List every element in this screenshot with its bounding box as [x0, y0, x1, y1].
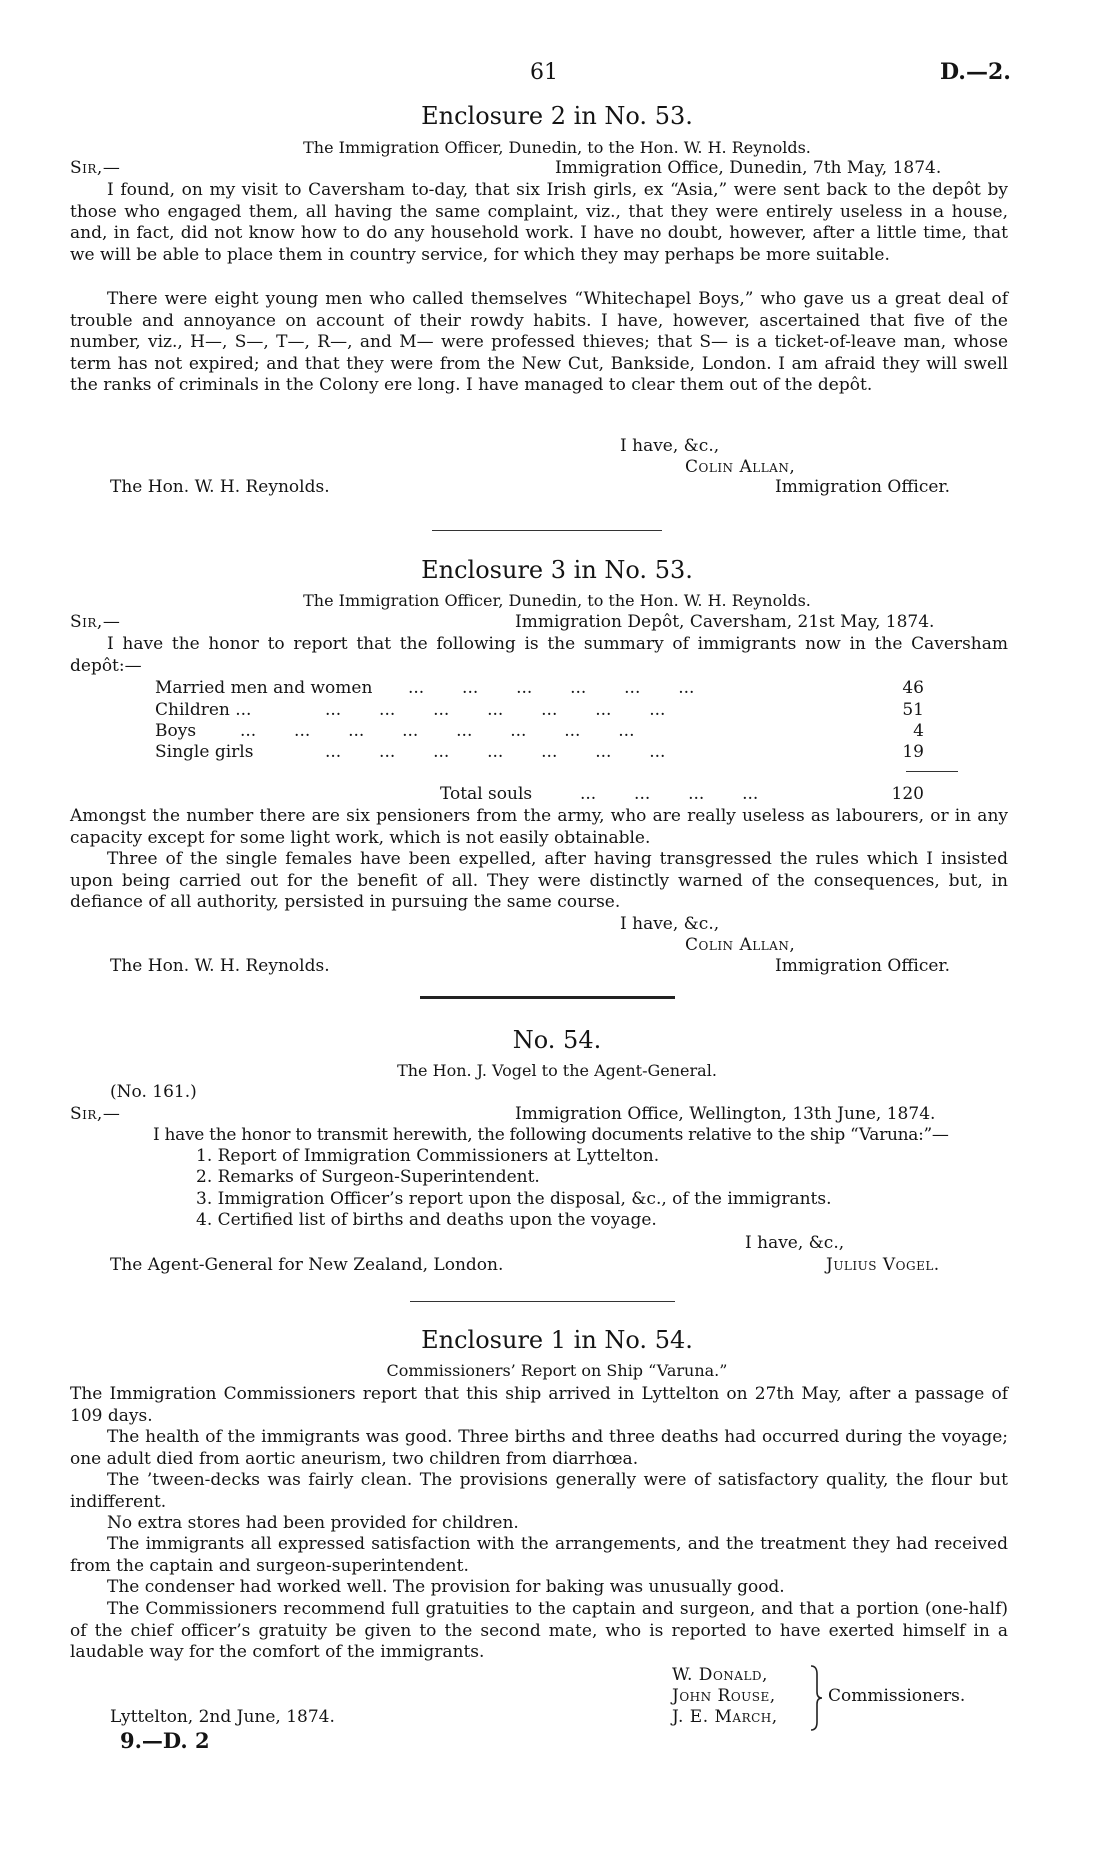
- enclosure-1-paragraph-1: The Immigration Commissioners report that this ship arrived in Lyttelton on 27th May, after a passage of 109 days.: [70, 1384, 1008, 1426]
- letter-no-54-addressee: The Hon. J. Vogel to the Agent-General.: [397, 1061, 717, 1080]
- table-row-value: 51: [902, 700, 924, 720]
- brace-icon: [808, 1664, 824, 1732]
- enclosure-1-title: Enclosure 1 in No. 54.: [421, 1326, 693, 1354]
- dot-leader: ... ... ... ... ... ... ...: [325, 700, 666, 720]
- enclosure-3-intro: I have the honor to report that the following is the summary of immigrants now in the Caversham depôt:—: [70, 634, 1008, 676]
- total-value: 120: [891, 784, 924, 804]
- list-item: 1. Report of Immigration Commissioners at Lyttelton.: [196, 1146, 660, 1166]
- signer-name: J. E. March,: [672, 1707, 778, 1727]
- section-divider: [432, 530, 662, 531]
- enclosure-1-paragraph-4: No extra stores had been provided for children.: [107, 1513, 519, 1533]
- enclosure-1-paragraph-2: The health of the immigrants was good. Three births and three deaths had occurred during the voyage; one adult died from aortic aneurism, two children from diarrhœa.: [70, 1427, 1008, 1469]
- dot-leader: ... ... ... ... ... ... ... ...: [240, 721, 635, 741]
- enclosure-3-title: Enclosure 3 in No. 53.: [421, 556, 693, 584]
- enclosure-3-addressee: The Immigration Officer, Dunedin, to the Hon. W. H. Reynolds.: [303, 591, 811, 610]
- enclosure-3-recipient: The Hon. W. H. Reynolds.: [110, 956, 330, 976]
- enclosure-3-dateline: Immigration Depôt, Caversham, 21st May, 1874.: [515, 612, 935, 632]
- thick-section-divider: [420, 996, 675, 999]
- letter-no-54-closing: I have, &c.,: [745, 1233, 845, 1253]
- enclosure-3-closing: I have, &c.,: [620, 914, 720, 934]
- table-row-value: 46: [902, 678, 924, 698]
- enclosure-3-paragraph-2: Three of the single females have been expelled, after having transgressed the rules which I insisted upon being carried out for the benefit of all. They were distinctly warned of the consequences, but, in defiance of all authority, persisted in pursuing the same course.: [70, 849, 1008, 912]
- enclosure-1-paragraph-3: The ’tween-decks was fairly clean. The provisions generally were of satisfactory quality, the flour but indifferent.: [70, 1470, 1008, 1512]
- letter-no-54-salutation: Sir,—: [70, 1104, 121, 1124]
- enclosure-2-signer-title: Immigration Officer.: [775, 477, 951, 497]
- enclosure-1-place-date: Lyttelton, 2nd June, 1874.: [110, 1707, 335, 1727]
- enclosure-2-salutation: Sir,—: [70, 158, 121, 178]
- dot-leader: ... ... ... ...: [580, 784, 759, 804]
- signer-name: W. Donald,: [672, 1665, 768, 1685]
- enclosure-2-paragraph-1: I found, on my visit to Caversham to-day, that six Irish girls, ex “Asia,” were sent back to the depôt by those who engaged them, all having the same complaint, viz., that they were entirely useless in a house, and, in fact, did not know how to do any household work. I have no doubt, however, after a little time, that we will be able to place them in country service, for which they may perhaps be more suitable.: [70, 180, 1008, 265]
- doc-reference: D.—2.: [940, 59, 1011, 85]
- table-row-value: 4: [913, 721, 924, 741]
- signer-name: John Rouse,: [672, 1686, 776, 1706]
- enclosure-2-signer: Colin Allan,: [685, 457, 796, 477]
- enclosure-1-paragraph-6: The condenser had worked well. The provision for baking was unusually good.: [107, 1577, 785, 1597]
- letter-no-54-signer: Julius Vogel.: [826, 1255, 940, 1275]
- signature-mark: 9.—D. 2: [120, 1728, 210, 1753]
- list-item: 2. Remarks of Surgeon-Superintendent.: [196, 1167, 540, 1187]
- enclosure-1-subtitle: Commissioners’ Report on Ship “Varuna.”: [386, 1361, 728, 1380]
- enclosure-3-salutation: Sir,—: [70, 612, 121, 632]
- enclosure-2-dateline: Immigration Office, Dunedin, 7th May, 1874.: [555, 158, 942, 178]
- signers-role: Commissioners.: [828, 1686, 966, 1706]
- enclosure-2-addressee: The Immigration Officer, Dunedin, to the Hon. W. H. Reynolds.: [303, 138, 811, 157]
- enclosure-2-paragraph-2: There were eight young men who called themselves “Whitechapel Boys,” who gave us a great deal of trouble and annoyance on account of their rowdy habits. I have, however, ascertained that five of the number, viz., H—, S—, T—, R—, and M— were professed thieves; that S— is a ticket-of-leave man, whose term has not expired; and that they were from the New Cut, Bankside, London. I am afraid they will swell the ranks of criminals in the Colony ere long. I have managed to clear them out of the depôt.: [70, 289, 1008, 395]
- table-row-label: Married men and women: [155, 678, 373, 698]
- enclosure-2-title: Enclosure 2 in No. 53.: [421, 102, 693, 130]
- section-divider: [410, 1301, 675, 1302]
- enclosure-3-signer: Colin Allan,: [685, 935, 796, 955]
- table-row-label: Single girls: [155, 742, 254, 762]
- table-row-label: Boys: [155, 721, 197, 741]
- enclosure-3-paragraph-1: Amongst the number there are six pensioners from the army, who are really useless as labourers, or in any capacity except for some light work, which is not easily obtainable.: [70, 806, 1008, 848]
- letter-no-54-reference: (No. 161.): [110, 1082, 197, 1102]
- enclosure-1-paragraph-5: The immigrants all expressed satisfaction with the arrangements, and the treatment they had received from the captain and surgeon-superintendent.: [70, 1534, 1008, 1576]
- letter-no-54-dateline: Immigration Office, Wellington, 13th June, 1874.: [515, 1104, 936, 1124]
- dot-leader: ... ... ... ... ... ...: [408, 678, 695, 698]
- page-number: 61: [530, 60, 558, 85]
- total-label: Total souls: [440, 784, 533, 804]
- list-item: 3. Immigration Officer’s report upon the disposal, &c., of the immigrants.: [196, 1189, 832, 1209]
- table-row-label: Children ...: [155, 700, 252, 720]
- letter-no-54-intro: I have the honor to transmit herewith, the following documents relative to the ship “Varuna:”—: [153, 1125, 949, 1145]
- letter-no-54-title: No. 54.: [512, 1026, 602, 1054]
- enclosure-2-recipient: The Hon. W. H. Reynolds.: [110, 477, 330, 497]
- dot-leader: ... ... ... ... ... ... ...: [325, 742, 666, 762]
- list-item: 4. Certified list of births and deaths upon the voyage.: [196, 1210, 657, 1230]
- total-rule: [906, 771, 958, 772]
- enclosure-2-closing: I have, &c.,: [620, 436, 720, 456]
- enclosure-1-paragraph-7: The Commissioners recommend full gratuities to the captain and surgeon, and that a portion (one-half) of the chief officer’s gratuity be given to the second mate, who is reported to have exerted himself in a laudable way for the comfort of the immigrants.: [70, 1599, 1008, 1662]
- enclosure-3-signer-title: Immigration Officer.: [775, 956, 951, 976]
- letter-no-54-recipient: The Agent-General for New Zealand, London.: [110, 1255, 504, 1275]
- table-row-value: 19: [902, 742, 924, 762]
